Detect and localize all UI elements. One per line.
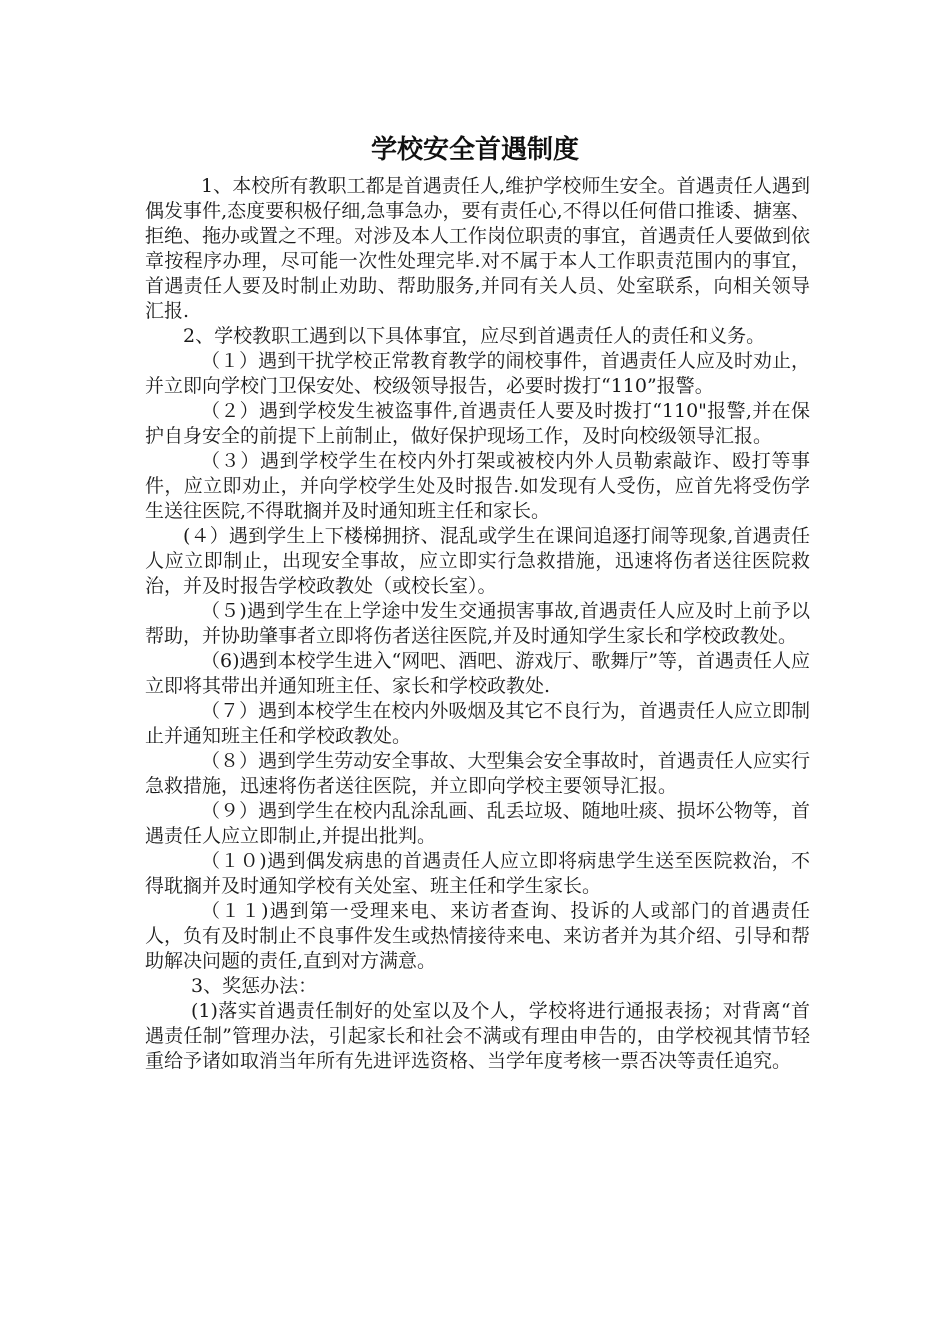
paragraph-item-5: （５)遇到学生在上学途中发生交通损害事故,首遇责任人应及时上前予以帮助，并协助肇事者立即将伤者送往医院,并及时通知学生家长和学校政教处。 bbox=[145, 600, 810, 647]
paragraph-item-1: （１）遇到干扰学校正常教育教学的闹校事件，首遇责任人应及时劝止，并立即向学校门卫保安处、校级领导报告，必要时拨打“110”报警。 bbox=[145, 350, 810, 397]
paragraph-item-11: （１１)遇到第一受理来电、来访者查询、投诉的人或部门的首遇责任人，负有及时制止不良事件发生或热情接待来电、来访者并为其介绍、引导和帮助解决问题的责任,直到对方满意。 bbox=[145, 900, 811, 972]
paragraph-item-6: （6)遇到本校学生进入“网吧、酒吧、游戏厅、歌舞厅”等，首遇责任人应立即将其带出并通知班主任、家长和学校政教处. bbox=[145, 650, 810, 697]
paragraph-item-8: （８）遇到学生劳动安全事故、大型集会安全事故时，首遇责任人应实行急救措施，迅速将伤者送往医院，并立即向学校主要领导汇报。 bbox=[145, 750, 810, 797]
paragraph-3-item-1: (1)落实首遇责任制好的处室以及个人，学校将进行通报表扬；对背离“首遇责任制”管理办法，引起家长和社会不满或有理由申告的，由学校视其情节轻重给予诸如取消当年所有先进评选资格、当学年度考核一票否决等责任追究。 bbox=[145, 1000, 810, 1072]
paragraph-item-9: （９）遇到学生在校内乱涂乱画、乱丢垃圾、随地吐痰、损坏公物等，首遇责任人应立即制止,并提出批判。 bbox=[145, 800, 810, 847]
paragraph-item-3: （３）遇到学校学生在校内外打架或被校内外人员勒索敲诈、殴打等事件，应立即劝止，并向学校学生处及时报告.如发现有人受伤，应首先将受伤学生送往医院,不得耽搁并及时通知班主任和家长。 bbox=[145, 450, 810, 522]
paragraph-item-10: （１０)遇到偶发病患的首遇责任人应立即将病患学生送至医院救治，不得耽搁并及时通知学校有关处室、班主任和学生家长。 bbox=[145, 850, 810, 897]
document-body bbox=[145, 174, 810, 1074]
paragraph-item-2: （２）遇到学校发生被盗事件,首遇责任人要及时拨打“110"报警,并在保护自身安全的前提下上前制止，做好保护现场工作，及时向校级领导汇报。 bbox=[145, 400, 810, 447]
paragraph-item-7: （７）遇到本校学生在校内外吸烟及其它不良行为，首遇责任人应立即制止并通知班主任和学校政教处。 bbox=[145, 700, 810, 747]
paragraph-item-4: (４）遇到学生上下楼梯拥挤、混乱或学生在课间追逐打闹等现象,首遇责任人应立即制止，出现安全事故，应立即实行急救措施，迅速将伤者送往医院救治，并及时报告学校政教处（或校长室）。 bbox=[145, 525, 810, 597]
paragraph-2: 2、学校教职工遇到以下具体事宜，应尽到首遇责任人的责任和义务。 bbox=[183, 325, 766, 347]
paragraph-3-heading: 3、奖惩办法： bbox=[191, 975, 318, 997]
document-title: 学校安全首遇制度 bbox=[370, 135, 579, 165]
paragraph-1: 1、本校所有教职工都是首遇责任人,维护学校师生安全。首遇责任人遇到偶发事件,态度要积极仔细,急事急办，要有责任心,不得以任何借口推诿、搪塞、拒绝、拖办或置之不理。对涉及本人工作岗位职责的事宜，首遇责任人要做到依章按程序办理，尽可能一次性处理完毕.对不属于本人工作职责范围内的事宜，首遇责任人要及时制止劝助、帮助服务,并同有关人员、处室联系，向相关领导汇报. bbox=[145, 175, 811, 322]
